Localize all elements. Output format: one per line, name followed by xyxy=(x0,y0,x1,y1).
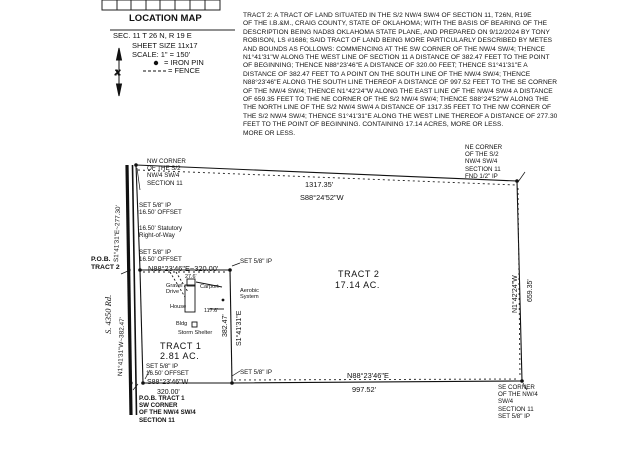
south-line-distance: 997.52' xyxy=(352,385,377,394)
description-line: OF BEGINNING; THENCE N88°23'46"E A DISTANCE OF 320.00 FEET; THENCE S1°41'31"E A xyxy=(243,62,528,70)
tract-1-area: 2.81 AC. xyxy=(160,351,200,361)
set-pin-offset-top xyxy=(139,202,182,216)
map-scale: SCALE: 1" = 150' xyxy=(132,50,191,59)
nw-corner-label-line: OF THE S/2 xyxy=(147,165,181,173)
gravel-drive-label xyxy=(166,283,182,296)
pob-tract-2 xyxy=(91,256,120,272)
internal-top-line: N88°23'46"E~320.00' xyxy=(148,264,219,273)
description-trailing: MORE OR LESS. xyxy=(243,130,296,137)
legend-fence: = FENCE xyxy=(168,66,200,75)
road-name: S. 4350 Rd. xyxy=(103,294,113,334)
aerobic-system-icon xyxy=(222,299,225,302)
south-left-distance: 320.00' xyxy=(157,389,180,396)
set-pin-right: SET 5/8" IP xyxy=(240,258,273,265)
carport-label: Carport xyxy=(200,284,219,290)
ne-corner-label-line: FND 1/2" IP xyxy=(465,172,498,180)
statutory-right-of-way-line: Right-of-Way xyxy=(139,232,175,240)
description-line: DISTANCE OF 382.47 FEET TO A POINT ON THE SOUTH LINE OF THE NW/4 SW/4; THENCE xyxy=(243,70,531,78)
description-line: THE S/2 NW/4 SW/4; THENCE S1°41'31"E ALONG THE WEST LINE THEREOF A DISTANCE OF 277.30 xyxy=(243,112,558,120)
pob-tract-2-line: P.O.B. xyxy=(91,256,111,263)
internal-line-bearing: S1°41'31"E xyxy=(236,310,243,346)
location-map-title: LOCATION MAP xyxy=(129,13,202,24)
set-pin-offset-bottom-line: 16.50' OFFSET xyxy=(146,370,189,378)
statutory-right-of-way xyxy=(139,225,182,239)
nw-corner-label-line: NW/4 SW/4 xyxy=(147,172,180,180)
tract-2-name: TRACT 2 xyxy=(338,269,380,279)
west-upper-bearing: S1°41'31"E~277.30' xyxy=(113,205,122,263)
description-line: OF 659.35 FEET TO THE NE CORNER OF THE S/2 NW/4 SW/4; THENCE S88°24'52"W ALONG THE xyxy=(243,96,549,104)
description-line: N88°23'46"E ALONG THE SOUTH LINE THEREOF A DISTANCE OF 997.52 FEET TO THE SE CORNER xyxy=(243,79,558,87)
location-map-grid xyxy=(102,0,220,10)
set-pin-offset-top-line: 16.50' OFFSET xyxy=(139,209,182,217)
se-corner-label xyxy=(498,384,538,420)
gravel-drive-label-line: Gravel xyxy=(166,283,183,289)
pob-tract-1-line: SW CORNER xyxy=(139,402,178,410)
bldg-label: Bldg xyxy=(176,321,188,327)
east-line-distance: 659.35' xyxy=(527,279,534,302)
ne-corner-label-line: OF THE S/2 xyxy=(465,151,499,159)
set-pin-south: SET 5/8" IP xyxy=(240,369,273,376)
dim-117: 117.6' xyxy=(204,308,219,314)
description-line: OF THE I.B.&M., CRAIG COUNTY, STATE OF OKLAHOMA; WITH THE BASIS OF BEARING OF THE xyxy=(243,20,548,28)
south-line-bearing: N88°23'46"E xyxy=(347,371,389,380)
set-pin-offset-mid-line: SET 5/8" IP xyxy=(139,249,172,256)
north-line-distance: 1317.35' xyxy=(305,180,334,189)
description-line: ROBISON, LS #1686; SAID TRACT OF LAND BEING MORE PARTICULARLY DESCRIBED BY METES xyxy=(243,37,553,45)
description-line: AND BOUNDS AS FOLLOWS: COMMENCING AT THE SW CORNER OF THE NW/4 SW/4; THENCE xyxy=(243,45,546,53)
se-corner-label-line: SECTION 11 xyxy=(498,405,534,413)
se-corner-label-line: SET 5/8" IP xyxy=(498,412,531,420)
legal-description xyxy=(243,12,557,130)
set-pin-offset-top-line: SET 5/8" IP xyxy=(139,202,172,209)
pob-tract-1-line: P.O.B. TRACT 1 xyxy=(139,395,185,402)
iron-pin-legend-icon xyxy=(154,61,158,65)
east-line-bearing: N1°42'24"W xyxy=(512,275,519,313)
description-line: FEET TO THE POINT OF BEGINNING. CONTAINING 17.14 ACRES, MORE OR LESS. xyxy=(243,121,504,129)
ne-corner-label xyxy=(465,144,502,180)
ne-corner-label-line: SECTION 11 xyxy=(465,165,501,173)
set-pin-offset-bottom-line: SET 5/8" IP xyxy=(146,363,179,370)
carport-dimension: 27.6' xyxy=(185,274,197,280)
set-pin-offset-bottom xyxy=(146,363,189,377)
road-line xyxy=(127,165,137,415)
house-label: House xyxy=(170,304,187,310)
ne-corner-label-line: NW/4 SW/4 xyxy=(465,158,498,166)
north-line-bearing: S88°24'52"W xyxy=(300,193,344,202)
south-left-bearing: S88°23'46"W xyxy=(147,379,189,386)
set-pin-offset-mid-line: 16.50' OFFSET xyxy=(139,256,182,264)
nw-corner-label xyxy=(147,158,186,187)
tract-2-area: 17.14 AC. xyxy=(335,280,380,290)
pob-tract-1-line: SECTION 11 xyxy=(139,416,175,424)
aerobic-system-label-line: Aerobic xyxy=(240,288,259,294)
north-arrow-icon xyxy=(114,48,122,96)
description-line: TRACT 2: A TRACT OF LAND SITUATED IN THE S/2 NW/4 SW/4 OF SECTION 11, T26N, R19E xyxy=(243,12,532,19)
west-lower-bearing: N1°41'31"W~382.47' xyxy=(117,317,127,377)
structures xyxy=(170,272,224,327)
section-township-range: SEC. 11 T 26 N, R 19 E xyxy=(113,31,192,40)
se-corner-label-line: OF THE NW/4 xyxy=(498,391,538,399)
aerobic-system-label xyxy=(240,288,259,301)
pob-tract-1-line: OF THE NW/4 SW/4 xyxy=(139,409,196,417)
aerobic-system-label-line: System xyxy=(240,294,259,301)
description-line: THE NORTH LINE OF THE S/2 NW/4 SW/4 A DISTANCE OF 1317.35 FEET TO THE NW CORNER OF xyxy=(243,104,552,112)
tract-1-name: TRACT 1 xyxy=(160,341,202,351)
ne-corner-label-line: NE CORNER xyxy=(465,144,503,151)
bldg-footprint xyxy=(192,322,197,327)
set-pin-offset-mid xyxy=(139,249,182,263)
gravel-drive-label-line: Drive xyxy=(166,289,180,296)
description-line: DESCRIPTION BEING NAD83 OKLAHOMA STATE PLANE, AND PREPARED ON 9/12/2024 BY TONY xyxy=(243,28,550,36)
se-corner-label-line: SE CORNER xyxy=(498,384,535,391)
nw-corner-label-line: NW CORNER xyxy=(147,158,186,165)
description-line: OF THE NW/4 SW/4; THENCE N1°42'24"W ALONG THE EAST LINE OF THE NW/4 SW/4 A DISTANCE xyxy=(243,87,553,95)
statutory-right-of-way-line: 16.50' Statutory xyxy=(139,225,183,232)
se-corner-label-line: SW/4 xyxy=(498,398,514,406)
storm-shelter-label: Storm Shelter xyxy=(178,330,213,336)
sheet-size: SHEET SIZE 11x17 xyxy=(132,41,198,50)
description-line: N1°41'31"W ALONG THE WEST LINE OF SECTION 11 A DISTANCE OF 382.47 FEET TO THE POINT xyxy=(243,54,550,62)
pob-tract-2-line: TRACT 2 xyxy=(91,264,120,271)
pob-tract-1 xyxy=(139,395,196,424)
nw-corner-label-line: SECTION 11 xyxy=(147,179,183,187)
legend-iron-pin: = IRON PIN xyxy=(164,58,204,67)
svg-text:x: x xyxy=(115,66,121,78)
internal-line-distance: 382.47' xyxy=(222,314,229,337)
